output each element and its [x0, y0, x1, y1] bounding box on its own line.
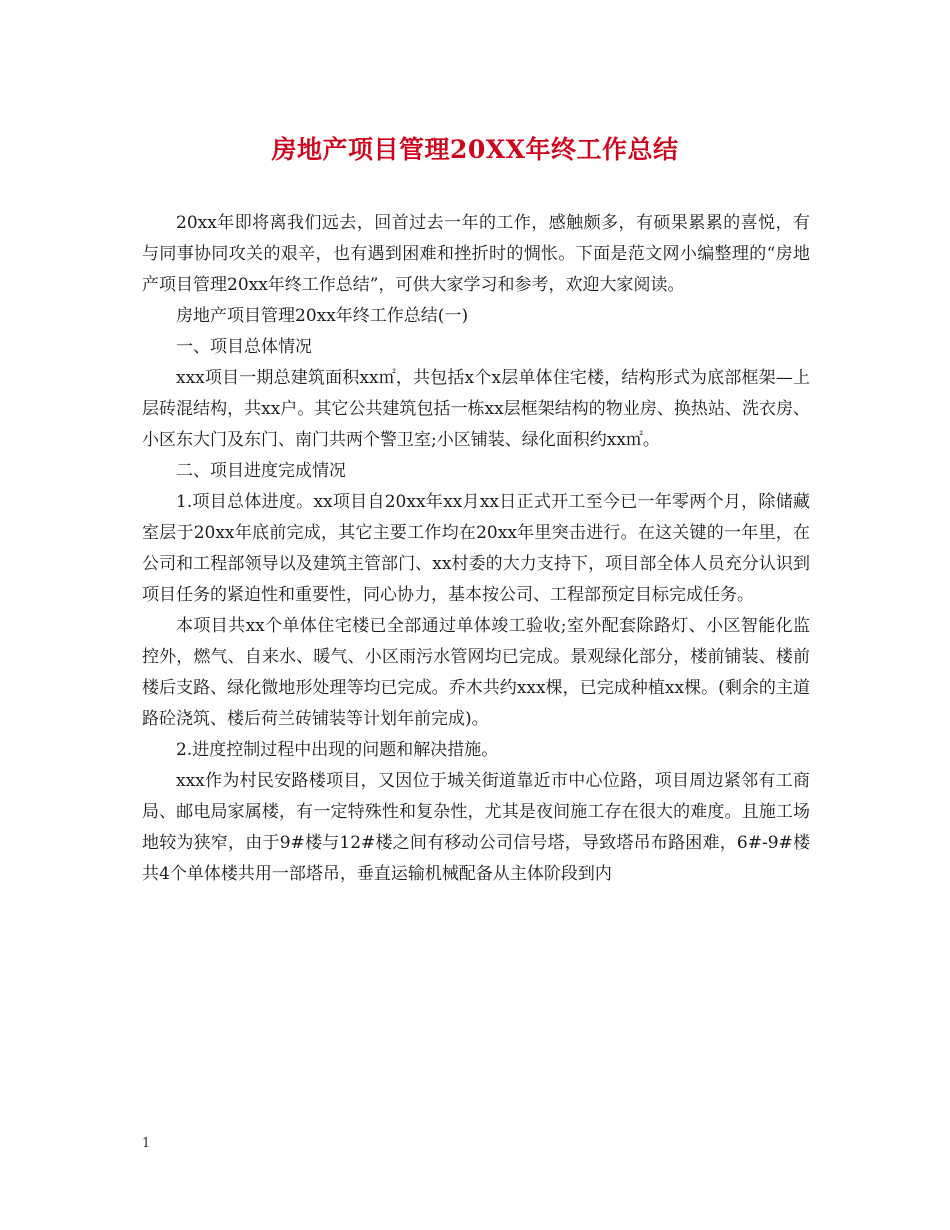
paragraph: 2.进度控制过程中出现的问题和解决措施。 — [176, 740, 499, 760]
paragraph: 房地产项目管理20xx年终工作总结(一) — [176, 306, 469, 326]
document-body — [142, 208, 810, 890]
page-number: 1 — [142, 1136, 151, 1151]
paragraph: xxx作为村民安路楼项目，又因位于城关街道靠近市中心位路，项目周边紧邻有工商局、邮电局家属楼，有一定特殊性和复杂性，尤其是夜间施工存在很大的难度。且施工场地较为狭窄，由于9#楼与12#楼之间有移动公司信号塔，导致塔吊布路困难，6#-9#楼共4个单体楼共用一部塔吊，垂直运输机械配备从主体阶段到内 — [142, 771, 810, 884]
paragraph: xxx项目一期总建筑面积xx㎡，共包括x个x层单体住宅楼，结构形式为底部框架—上层砖混结构，共xx户。其它公共建筑包括一栋xx层框架结构的物业房、换热站、洗衣房、小区东大门及东门、南门共两个警卫室;小区铺装、绿化面积约xx㎡。 — [142, 368, 810, 450]
document-title: 房地产项目管理20XX年终工作总结 — [271, 135, 679, 164]
paragraph: 1.项目总体进度。xx项目自20xx年xx月xx日正式开工至今已一年零两个月，除储藏室层于20xx年底前完成，其它主要工作均在20xx年里突击进行。在这关键的一年里，在公司和工程部领导以及建筑主管部门、xx村委的大力支持下，项目部全体人员充分认识到项目任务的紧迫性和重要性，同心协力，基本按公司、工程部预定目标完成任务。 — [142, 492, 810, 605]
paragraph: 20xx年即将离我们远去，回首过去一年的工作，感触颇多，有硕果累累的喜悦，有与同事协同攻关的艰辛，也有遇到困难和挫折时的惆怅。下面是范文网小编整理的“房地产项目管理20xx年终工作总结”，可供大家学习和参考，欢迎大家阅读。 — [142, 213, 810, 295]
section-heading: 二、项目进度完成情况 — [176, 461, 346, 481]
section-heading: 一、项目总体情况 — [176, 337, 312, 357]
paragraph: 本项目共xx个单体住宅楼已全部通过单体竣工验收;室外配套除路灯、小区智能化监控外，燃气、自来水、暖气、小区雨污水管网均已完成。景观绿化部分，楼前铺装、楼前楼后支路、绿化微地形处理等均已完成。乔木共约xxx棵，已完成种植xx棵。(剩余的主道路砼浇筑、楼后荷兰砖铺装等计划年前完成)。 — [142, 616, 810, 729]
